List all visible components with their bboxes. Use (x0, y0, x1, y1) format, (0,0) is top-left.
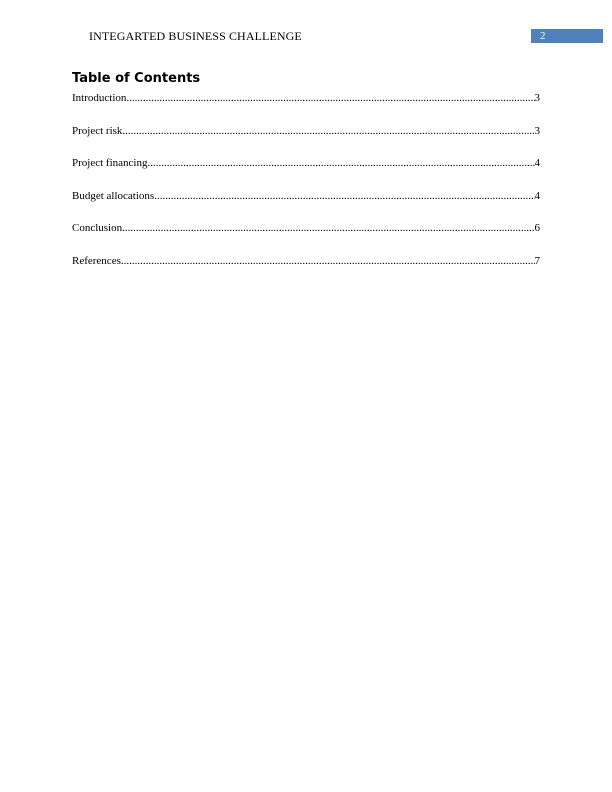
toc-entry-page: 6 (534, 222, 540, 234)
toc-entry-conclusion[interactable] (72, 221, 540, 236)
page-number: 2 (540, 30, 546, 42)
toc-entry-project-financing[interactable] (72, 156, 540, 171)
toc-dot-leader (126, 91, 534, 106)
toc-entry-label: Introduction (72, 92, 127, 104)
toc-entry-page: 4 (534, 157, 540, 169)
toc-entry-label: Budget allocations (72, 189, 155, 202)
table-of-contents (72, 91, 540, 286)
toc-entry-references[interactable] (72, 254, 540, 269)
toc-entry-label: Project financing (72, 157, 148, 169)
toc-entry-label: Conclusion (72, 222, 123, 234)
toc-entry-page: 7 (534, 254, 540, 267)
toc-dot-leader (121, 254, 535, 269)
toc-dot-leader (122, 124, 534, 139)
toc-dot-leader (122, 221, 534, 236)
page-header (0, 0, 612, 50)
header-title: INTEGARTED BUSINESS CHALLENGE (89, 29, 302, 43)
toc-entry-page: 3 (534, 92, 540, 104)
toc-entry-budget-allocations[interactable] (72, 189, 540, 204)
toc-dot-leader (154, 189, 534, 204)
toc-entry-introduction[interactable] (72, 91, 540, 106)
toc-dot-leader (147, 156, 534, 171)
toc-entry-project-risk[interactable] (72, 124, 540, 139)
toc-entry-page: 4 (534, 189, 540, 202)
toc-entry-page: 3 (534, 124, 540, 137)
toc-entry-label: Project risk (72, 124, 123, 137)
toc-entry-label: References (72, 254, 121, 267)
page-number-badge (531, 29, 603, 43)
toc-heading: Table of Contents (72, 71, 201, 86)
